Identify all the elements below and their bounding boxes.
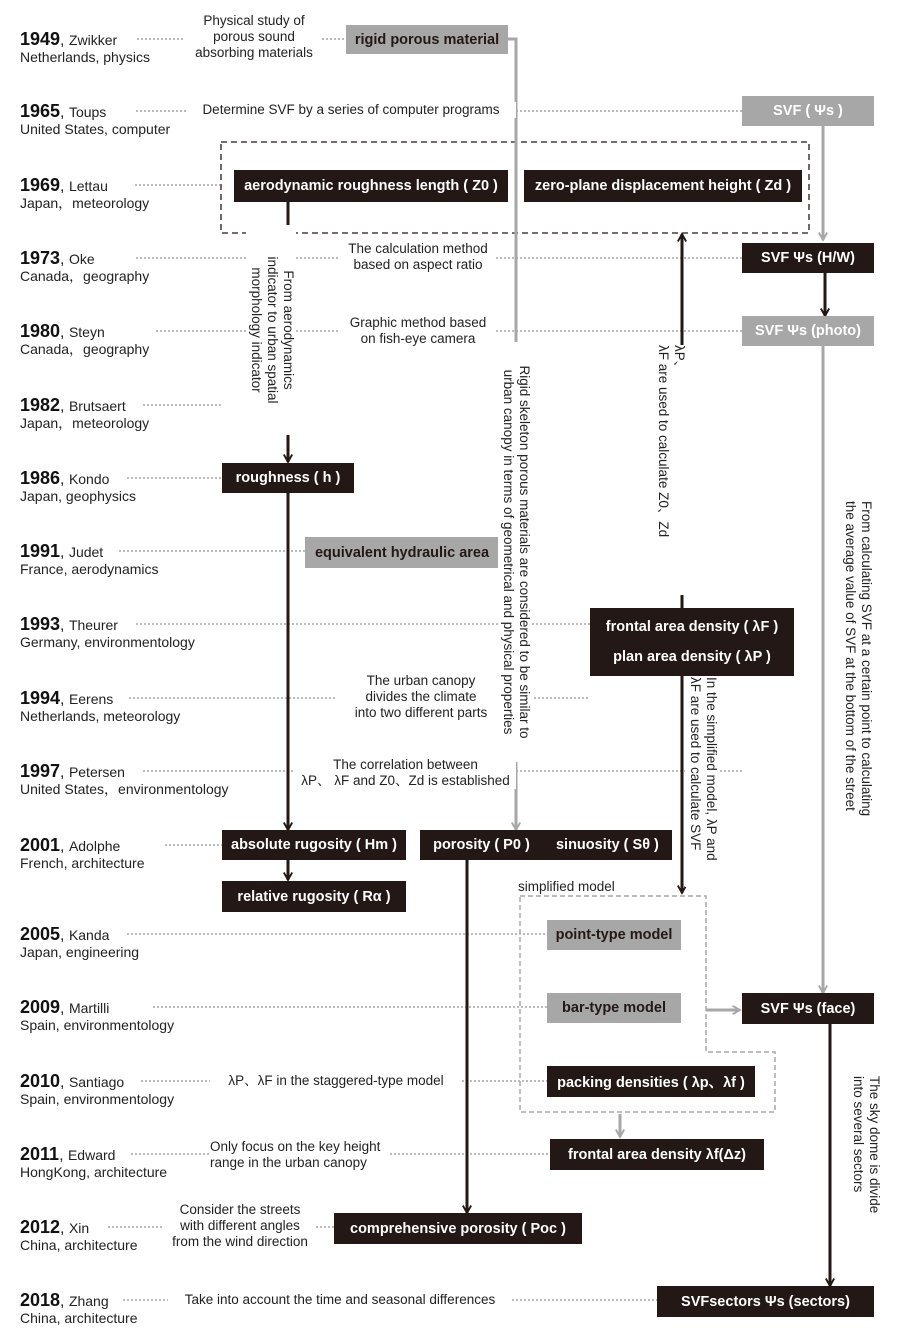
timeline-year: 1993 [20, 614, 61, 634]
timeline-person: Eerens [68, 691, 114, 707]
timeline-person: Martilli [68, 1000, 110, 1016]
timeline-entry: 2011, Edward HongKong, architecture [20, 1144, 168, 1180]
timeline-year: 1949 [20, 29, 61, 49]
timeline-person: Petersen [68, 764, 125, 780]
timeline-entry: 1949, Zwikker Netherlands, physics [20, 29, 150, 65]
vertical-text-lambda: λP、 λF are used to calculate Z0、Zd [653, 345, 687, 595]
timeline-field: HongKong, architecture [20, 1163, 168, 1180]
point-type-model-box: point-type model [547, 920, 681, 950]
timeline-field: Netherlands, physics [20, 48, 150, 65]
timeline-entry: 1991, Judet France, aerodynamics [20, 541, 159, 577]
sinuosity-label: sinuosity ( Sθ ) [555, 837, 659, 853]
timeline-field: Netherlands, meteorology [20, 707, 181, 724]
timeline-year: 2010 [20, 1071, 61, 1091]
porosity-label: porosity ( P0 ) [433, 837, 530, 853]
note-2012: Consider the streets with different angles from the wind direction [164, 1202, 316, 1251]
svf-photo-box: SVF Ψs (photo) [742, 316, 874, 346]
timeline-field: Spain, environmentology [20, 1090, 175, 1107]
timeline-person: Adolphe [68, 838, 121, 854]
density-box [590, 608, 794, 676]
timeline-entry: 2001, Adolphe French, architecture [20, 835, 145, 871]
timeline-entry: 2012, Xin China, architecture [20, 1217, 138, 1253]
note-1973: The calculation method based on aspect ratio [340, 241, 496, 273]
note-1949: Physical study of porous sound absorbing materials [186, 13, 322, 62]
timeline-entry: 1986, Kondo Japan, geophysics [20, 468, 136, 504]
timeline-year: 1986 [20, 468, 61, 488]
timeline-person: Brutsaert [68, 398, 126, 414]
zero-plane-box: zero-plane displacement height ( Zd ) [524, 170, 802, 202]
bar-type-model-box: bar-type model [547, 993, 681, 1023]
timeline-year: 2009 [20, 997, 61, 1017]
timeline-field: United States，environmentology [20, 780, 229, 797]
absolute-rugosity-box: absolute rugosity ( Hm ) [222, 830, 406, 860]
timeline-entry: 1973, Oke Canada，geography [20, 248, 150, 284]
frontal-density-label: frontal area density ( λF ) [605, 619, 779, 635]
timeline-person: Lettau [68, 178, 108, 194]
timeline-person: Oke [68, 251, 95, 267]
timeline-year: 2005 [20, 924, 61, 944]
note-1965: Determine SVF by a series of computer programs [186, 102, 516, 118]
timeline-field: Canada，geography [20, 340, 150, 357]
timeline-person: Toups [68, 104, 107, 120]
vertical-text-svf-average: From calculating SVF at a certain point to calculating the average value of SVF at the bottom of the street [840, 501, 874, 831]
equivalent-hydraulic-box: equivalent hydraulic area [305, 537, 499, 568]
timeline-year: 1980 [20, 321, 61, 341]
plan-density-label: plan area density ( λP ) [613, 649, 771, 665]
timeline-year: 2012 [20, 1217, 61, 1237]
timeline-year: 1982 [20, 395, 61, 415]
timeline-entry: 1980, Steyn Canada，geography [20, 321, 150, 357]
timeline-person: Kondo [68, 471, 110, 487]
svf-sectors-box: SVFsectors Ψs (sectors) [657, 1286, 874, 1317]
note-2018: Take into account the time and seasonal differences [168, 1292, 512, 1308]
svf-face-box: SVF Ψs (face) [742, 993, 874, 1024]
vertical-text-rigid: Rigid skeleton porous materials are considered to be similar to urban canopy in terms of geometrical and physical properties [498, 342, 532, 762]
porosity-sinuosity-box [420, 830, 672, 860]
vertical-text-simplified: In the simplified model, λP and λF are used to calculate SVF [685, 677, 719, 887]
timeline-person: Theurer [68, 617, 118, 633]
timeline-year: 1994 [20, 688, 61, 708]
timeline-field: Japan，meteorology [20, 414, 150, 431]
timeline-person: Zhang [68, 1293, 109, 1309]
timeline-field: Japan，meteorology [20, 194, 150, 211]
timeline-entry: 1982, Brutsaert Japan，meteorology [20, 395, 150, 431]
timeline-year: 1969 [20, 175, 61, 195]
timeline-field: Japan, geophysics [20, 487, 136, 504]
timeline-entry: 2005, Kanda Japan, engineering [20, 924, 140, 960]
timeline-entry: 2010, Santiago Spain, environmentology [20, 1071, 175, 1107]
note-2011: Only focus on the key height range in the urban canopy [210, 1139, 390, 1171]
timeline-person: Kanda [68, 927, 110, 943]
roughness-box: roughness ( h ) [222, 463, 354, 493]
timeline-field: United States, computer [20, 120, 171, 137]
vertical-text-sky-dome: The sky dome is divide into several sectors [848, 1076, 882, 1226]
rigid-porous-material-box: rigid porous material [346, 25, 508, 54]
timeline-field: Spain, environmentology [20, 1016, 175, 1033]
timeline-entry: 1969, Lettau Japan，meteorology [20, 175, 150, 211]
svf-hw-box: SVF Ψs (H/W) [742, 243, 874, 273]
vertical-text-aero: From aerodynamics indicator to urban spatial morphology indicator [246, 225, 296, 435]
frontal-area-dz-box: frontal area density λf(Δz) [550, 1139, 764, 1170]
simplified-model-label: simplified model [518, 879, 615, 894]
timeline-year: 2011 [20, 1144, 60, 1164]
timeline-person: Edward [67, 1147, 116, 1163]
timeline-year: 2018 [20, 1290, 61, 1310]
timeline-entry: 2009, Martilli Spain, environmentology [20, 997, 175, 1033]
note-1997: The correlation between λP、 λF and Z0、Zd is established [295, 757, 516, 789]
timeline-person: Zwikker [68, 32, 118, 48]
timeline-field: French, architecture [20, 854, 145, 871]
svf-1965-box: SVF ( Ψs ) [742, 96, 874, 126]
timeline-year: 1965 [20, 101, 61, 121]
timeline-field: Canada，geography [20, 267, 150, 284]
timeline-year: 1973 [20, 248, 61, 268]
timeline-field: China, architecture [20, 1309, 138, 1326]
note-1994: The urban canopy divides the climate into two different parts [336, 673, 506, 722]
timeline-field: France, aerodynamics [20, 560, 159, 577]
timeline-entry: 1965, Toups United States, computer [20, 101, 171, 137]
timeline-year: 2001 [20, 835, 61, 855]
timeline-entry: 1997, Petersen United States，environmentology [20, 761, 229, 797]
timeline-person: Judet [68, 544, 104, 560]
packing-densities-box: packing densities ( λp、λf ) [547, 1066, 755, 1097]
timeline-field: Germany, environmentology [20, 633, 195, 650]
note-1980: Graphic method based on fish-eye camera [340, 315, 496, 347]
aero-roughness-box: aerodynamic roughness length ( Z0 ) [234, 170, 508, 202]
comprehensive-porosity-box: comprehensive porosity ( Poc ) [334, 1213, 582, 1244]
timeline-field: Japan, engineering [20, 943, 140, 960]
relative-rugosity-box: relative rugosity ( Rα ) [222, 881, 406, 912]
timeline-year: 1991 [20, 541, 61, 561]
timeline-entry: 1993, Theurer Germany, environmentology [20, 614, 195, 650]
timeline-person: Xin [68, 1220, 90, 1236]
timeline-entry: 1994, Eerens Netherlands, meteorology [20, 688, 181, 724]
timeline-entry: 2018, Zhang China, architecture [20, 1290, 138, 1326]
timeline-person: Santiago [68, 1074, 125, 1090]
timeline-field: China, architecture [20, 1236, 138, 1253]
timeline-year: 1997 [20, 761, 61, 781]
timeline-person: Steyn [68, 324, 105, 340]
note-2010: λP、λF in the staggered-type model [210, 1073, 462, 1089]
